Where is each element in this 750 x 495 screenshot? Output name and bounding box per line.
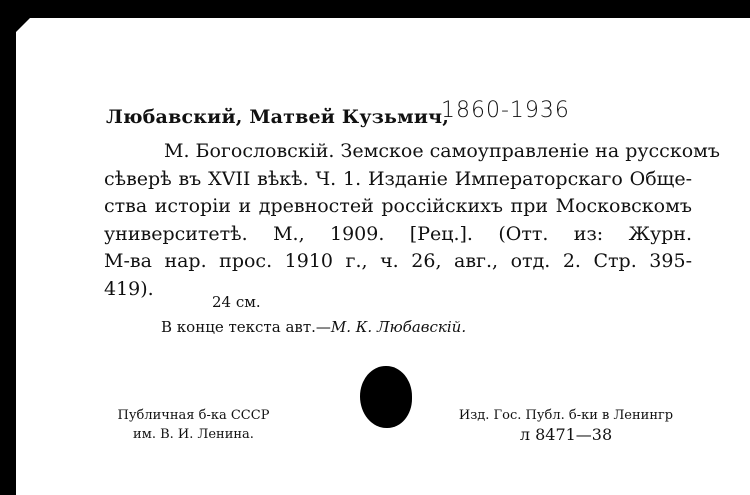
library-left-line1: Публичная б-ка СССР: [117, 408, 270, 423]
body-line-4: университетѣ. М., 1909. [Рец.]. (Отт. из: Журн.: [104, 222, 692, 245]
body-line-3: ства исторіи и древностей россійскихъ при Московскомъ: [104, 195, 692, 217]
body-line-1: М. Богословскій. Земское самоуправленіе на русскомъ: [164, 140, 721, 162]
author-heading: Любавский, Матвей Кузьмич,: [106, 106, 450, 128]
handwritten-dates: 1860-1936: [441, 98, 570, 123]
card-body: [104, 138, 721, 303]
cut-corner: [16, 18, 30, 32]
catalog-card: [16, 18, 750, 495]
body-line-2: сѣверѣ въ XVII вѣкѣ. Ч. 1. Изданіе Императорскаго Обще-: [104, 167, 692, 190]
library-left: [106, 406, 281, 444]
library-right: [436, 406, 696, 444]
punch-hole: [360, 366, 412, 428]
body-line-6: 419).: [104, 277, 154, 300]
library-right-code: л 8471—38: [519, 425, 613, 444]
size-note: 24 см.: [212, 293, 261, 311]
library-right-line1: Изд. Гос. Публ. б-ки в Ленингр: [458, 408, 674, 423]
author-note-name: М. К. Любавскій.: [330, 318, 467, 336]
library-left-line2: им. В. И. Ленина.: [133, 427, 254, 442]
author-note-prefix: В конце текста авт.—: [161, 318, 331, 336]
author-note: [161, 318, 466, 336]
body-line-5: М-ва нар. прос. 1910 г., ч. 26, авг., отд. 2. Стр. 395-: [104, 250, 692, 272]
